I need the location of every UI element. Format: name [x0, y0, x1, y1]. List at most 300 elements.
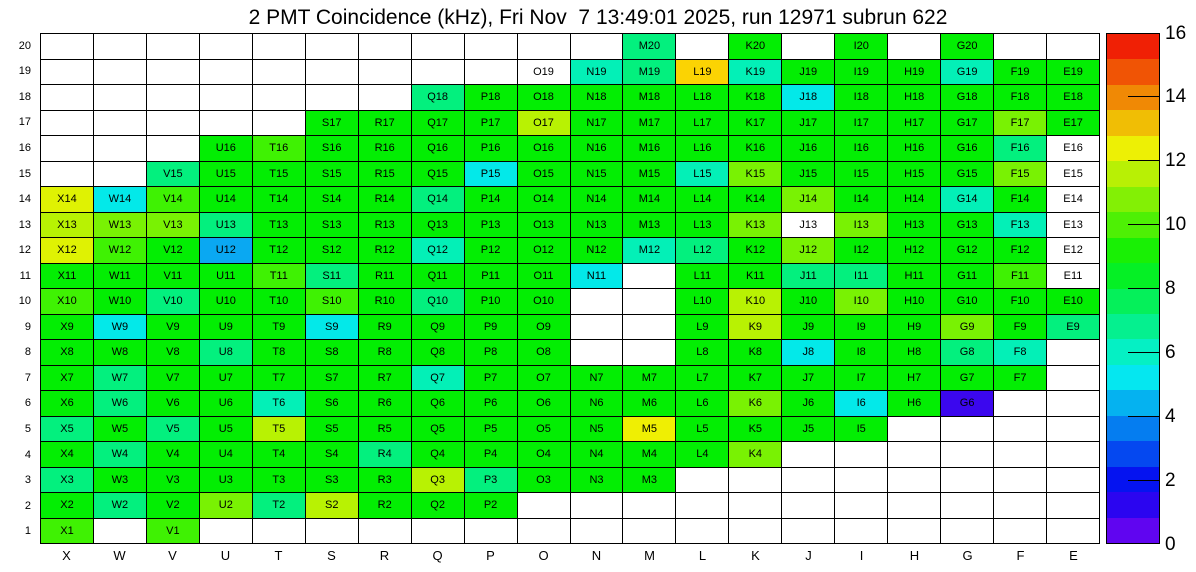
- grid-cell: [253, 519, 306, 545]
- grid-cell: [676, 417, 729, 443]
- grid-cell-label: M7: [641, 371, 658, 384]
- y-axis-tick-label: 14: [18, 193, 31, 206]
- grid-cell-label: K20: [745, 40, 766, 53]
- grid-cell-label: M18: [638, 91, 661, 104]
- grid-cell: [412, 34, 465, 60]
- grid-cell: [729, 264, 782, 290]
- grid-cell-label: K14: [745, 193, 766, 206]
- grid-cell-label: L17: [693, 116, 712, 129]
- grid-cell: [41, 213, 94, 239]
- y-axis-tick-label: 8: [24, 346, 31, 359]
- grid-cell: [94, 34, 147, 60]
- y-axis-tick-label: 6: [24, 397, 31, 410]
- grid-cell-label: O17: [533, 116, 554, 129]
- grid-cell: [888, 111, 941, 137]
- grid-cell: [518, 289, 571, 315]
- grid-cell-label: M15: [638, 167, 661, 180]
- grid-cell: [729, 315, 782, 341]
- colorbar-band: [1107, 441, 1159, 466]
- grid-cell-label: R2: [377, 499, 392, 512]
- grid-cell: [835, 519, 888, 545]
- grid-cell: [200, 519, 253, 545]
- grid-cell: [147, 519, 200, 545]
- y-axis-tick-label: 1: [24, 525, 31, 538]
- grid-cell: [41, 34, 94, 60]
- grid-cell: [306, 289, 359, 315]
- grid-cell: [676, 162, 729, 188]
- grid-cell: [253, 238, 306, 264]
- grid-cell: [94, 289, 147, 315]
- colorbar-band: [1107, 187, 1159, 212]
- grid-cell-label: G6: [959, 397, 975, 410]
- grid-cell: [41, 366, 94, 392]
- grid-cell-label: O19: [533, 65, 554, 78]
- grid-cell: [200, 34, 253, 60]
- grid-cell: [306, 493, 359, 519]
- grid-cell: [941, 34, 994, 60]
- grid-cell-label: K12: [745, 244, 766, 257]
- grid-cell: [306, 468, 359, 494]
- grid-cell: [412, 238, 465, 264]
- grid-cell: [994, 111, 1047, 137]
- grid-cell: [200, 238, 253, 264]
- grid-cell: [1047, 417, 1100, 443]
- grid-cell: [41, 519, 94, 545]
- grid-cell: [359, 187, 412, 213]
- grid-cell: [676, 340, 729, 366]
- grid-cell: [888, 238, 941, 264]
- grid-cell-label: F17: [1010, 116, 1030, 129]
- grid-cell: [147, 366, 200, 392]
- grid-cell: [94, 187, 147, 213]
- grid-cell-label: X1: [60, 524, 74, 537]
- grid-cell: [782, 391, 835, 417]
- grid-cell-label: T15: [269, 167, 289, 180]
- grid-cell: [994, 264, 1047, 290]
- grid-cell: [465, 238, 518, 264]
- grid-cell: [147, 85, 200, 111]
- grid-cell: [306, 85, 359, 111]
- grid-cell: [306, 34, 359, 60]
- grid-cell: [41, 391, 94, 417]
- grid-cell-label: Q10: [427, 295, 449, 308]
- grid-cell: [465, 60, 518, 86]
- grid-cell: [41, 468, 94, 494]
- grid-cell: [676, 60, 729, 86]
- grid-cell-label: T11: [269, 269, 288, 282]
- grid-cell-label: O10: [533, 295, 554, 308]
- grid-cell-label: U2: [218, 499, 233, 512]
- grid-cell: [253, 264, 306, 290]
- y-axis-tick-label: 18: [18, 90, 31, 103]
- grid-cell-label: W5: [111, 422, 129, 435]
- grid-cell: [465, 85, 518, 111]
- grid-cell-label: O8: [536, 346, 551, 359]
- grid-cell-label: H9: [907, 320, 922, 333]
- colorbar-tick-label: 12: [1165, 150, 1187, 172]
- grid-cell-label: W12: [108, 244, 132, 257]
- grid-cell-label: O14: [533, 193, 554, 206]
- grid-cell: [94, 238, 147, 264]
- grid-cell-label: K7: [748, 371, 763, 384]
- grid-cell-label: P17: [480, 116, 501, 129]
- y-axis-tick-label: 7: [24, 371, 31, 384]
- grid-cell-label: O16: [533, 142, 554, 155]
- grid-cell-label: I7: [856, 371, 866, 384]
- grid-cell: [941, 85, 994, 111]
- grid-cell-label: J16: [799, 142, 818, 155]
- colorbar-tick: [1128, 160, 1160, 161]
- grid-cell: [676, 289, 729, 315]
- grid-cell-label: T2: [272, 499, 286, 512]
- grid-cell: [941, 417, 994, 443]
- grid-cell-label: L18: [693, 91, 712, 104]
- grid-cell-label: H19: [904, 65, 925, 78]
- grid-cell: [782, 417, 835, 443]
- grid-cell: [518, 187, 571, 213]
- grid-cell: [888, 442, 941, 468]
- grid-cell: [571, 493, 624, 519]
- grid-cell-label: S2: [324, 499, 339, 512]
- colorbar-band: [1107, 59, 1159, 84]
- grid-cell: [465, 315, 518, 341]
- grid-cell-label: J6: [802, 397, 815, 410]
- colorbar-tick-label: 16: [1165, 22, 1187, 44]
- x-axis-tick-label: E: [1069, 548, 1078, 563]
- grid-cell: [888, 493, 941, 519]
- grid-cell: [200, 468, 253, 494]
- grid-cell-label: V15: [163, 167, 183, 180]
- grid-cell: [94, 442, 147, 468]
- grid-cell-label: J10: [799, 295, 818, 308]
- grid-cell: [412, 417, 465, 443]
- grid-cell-label: R14: [374, 193, 395, 206]
- grid-cell: [941, 264, 994, 290]
- grid-cell-label: E14: [1063, 193, 1083, 206]
- grid-cell: [571, 391, 624, 417]
- grid-cell: [253, 85, 306, 111]
- grid-cell: [94, 315, 147, 341]
- grid-cell: [571, 238, 624, 264]
- grid-cell-label: J14: [799, 193, 818, 206]
- grid-cell-label: S17: [321, 116, 342, 129]
- grid-cell: [941, 340, 994, 366]
- grid-cell: [253, 442, 306, 468]
- grid-cell: [941, 289, 994, 315]
- grid-cell: [835, 34, 888, 60]
- grid-cell-label: H13: [904, 218, 925, 231]
- grid-cell: [94, 340, 147, 366]
- grid-cell: [782, 340, 835, 366]
- grid-cell: [94, 111, 147, 137]
- grid-cell: [941, 187, 994, 213]
- grid-cell-label: N5: [589, 422, 604, 435]
- grid-cell: [571, 417, 624, 443]
- grid-cell-label: X11: [57, 269, 77, 282]
- grid-cell: [518, 391, 571, 417]
- grid-cell: [518, 519, 571, 545]
- grid-cell-label: U15: [215, 167, 236, 180]
- grid-cell: [465, 493, 518, 519]
- grid-cell: [571, 519, 624, 545]
- grid-cell-label: V10: [163, 295, 183, 308]
- x-axis-tick-label: N: [591, 548, 602, 563]
- grid-cell-label: U10: [215, 295, 236, 308]
- grid-cell-label: T6: [272, 397, 286, 410]
- grid-cell: [253, 417, 306, 443]
- grid-cell: [571, 442, 624, 468]
- colorbar-tick-label: 6: [1165, 341, 1176, 363]
- grid-cell-label: Q4: [430, 448, 445, 461]
- grid-cell: [200, 85, 253, 111]
- grid-cell: [200, 391, 253, 417]
- grid-cell: [465, 264, 518, 290]
- grid-cell: [782, 238, 835, 264]
- grid-cell: [359, 238, 412, 264]
- grid-cell: [888, 468, 941, 494]
- grid-cell-label: P14: [480, 193, 501, 206]
- grid-cell-label: V6: [166, 397, 180, 410]
- grid-cell-label: U16: [215, 142, 236, 155]
- grid-cell-label: J8: [802, 346, 815, 359]
- grid-cell-label: F8: [1013, 346, 1027, 359]
- grid-cell: [623, 111, 676, 137]
- colorbar-tick-label: 10: [1165, 214, 1187, 236]
- grid-cell: [147, 187, 200, 213]
- grid-cell-label: M14: [638, 193, 661, 206]
- grid-cell: [1047, 366, 1100, 392]
- grid-cell: [729, 493, 782, 519]
- grid-cell: [465, 391, 518, 417]
- grid-cell: [518, 340, 571, 366]
- grid-cell-label: N15: [586, 167, 607, 180]
- grid-cell: [835, 289, 888, 315]
- y-axis-tick-label: 3: [24, 474, 31, 487]
- grid-cell-label: P10: [480, 295, 501, 308]
- grid-cell-label: R10: [374, 295, 395, 308]
- grid-cell-label: Q7: [430, 371, 445, 384]
- grid-cell-label: T14: [269, 193, 289, 206]
- grid-cell: [412, 85, 465, 111]
- grid-cell: [835, 162, 888, 188]
- grid-cell: [994, 136, 1047, 162]
- grid-cell: [994, 519, 1047, 545]
- grid-cell-label: U12: [215, 244, 236, 257]
- grid-cell-label: I8: [856, 346, 866, 359]
- grid-cell-label: V4: [166, 448, 180, 461]
- grid-cell-label: O12: [533, 244, 554, 257]
- grid-cell-label: O5: [536, 422, 551, 435]
- grid-cell: [518, 60, 571, 86]
- grid-cell: [147, 213, 200, 239]
- grid-cell: [994, 442, 1047, 468]
- grid-cell: [412, 391, 465, 417]
- grid-cell: [571, 187, 624, 213]
- x-axis-tick-label: L: [698, 548, 707, 563]
- grid-cell-label: F7: [1013, 371, 1027, 384]
- grid-cell-label: I14: [853, 193, 869, 206]
- grid-cell: [518, 442, 571, 468]
- grid-cell-label: M6: [641, 397, 658, 410]
- grid-cell-label: I5: [856, 422, 866, 435]
- grid-cell: [306, 187, 359, 213]
- grid-cell: [623, 213, 676, 239]
- y-axis-tick-label: 2: [24, 499, 31, 512]
- grid-cell-label: F13: [1010, 218, 1030, 231]
- grid-cell: [941, 391, 994, 417]
- grid-cell: [888, 366, 941, 392]
- grid-cell-label: I10: [853, 295, 869, 308]
- grid-cell-label: T3: [272, 473, 286, 486]
- colorbar-tick-label: 8: [1165, 278, 1176, 299]
- colorbar-tick: [1128, 480, 1160, 481]
- grid-cell: [782, 493, 835, 519]
- grid-cell: [412, 136, 465, 162]
- grid-cell-label: V14: [163, 193, 183, 206]
- grid-cell: [623, 187, 676, 213]
- grid-cell: [888, 162, 941, 188]
- grid-cell-label: W8: [111, 346, 129, 359]
- grid-cell: [200, 289, 253, 315]
- grid-cell-label: L5: [696, 422, 709, 435]
- grid-cell: [147, 162, 200, 188]
- grid-cell: [994, 162, 1047, 188]
- grid-cell-label: W11: [109, 269, 131, 282]
- grid-cell-label: G20: [956, 40, 978, 53]
- grid-cell: [253, 391, 306, 417]
- grid-cell: [571, 340, 624, 366]
- grid-cell: [41, 85, 94, 111]
- grid-cell: [782, 264, 835, 290]
- grid-cell-label: H8: [907, 346, 922, 359]
- grid-cell-label: L6: [696, 397, 709, 410]
- x-axis-tick-label: H: [909, 548, 920, 563]
- x-axis-tick-label: X: [62, 548, 71, 563]
- grid-cell-label: H6: [907, 397, 922, 410]
- grid-cell-label: W7: [111, 371, 129, 384]
- grid-cell: [782, 85, 835, 111]
- y-axis-tick-label: 17: [18, 116, 31, 129]
- grid-cell: [623, 366, 676, 392]
- grid-cell: [835, 85, 888, 111]
- grid-cell: [41, 442, 94, 468]
- grid-cell-label: W6: [111, 397, 129, 410]
- grid-cell-label: Q9: [430, 320, 445, 333]
- grid-cell-label: X8: [60, 346, 74, 359]
- grid-cell-label: I15: [853, 167, 869, 180]
- colorbar-tick: [1128, 288, 1160, 289]
- y-axis-tick-label: 11: [19, 269, 31, 282]
- grid-cell: [623, 162, 676, 188]
- grid-cell: [782, 213, 835, 239]
- colorbar-tick: [1128, 352, 1160, 353]
- grid-cell: [200, 442, 253, 468]
- grid-cell: [359, 289, 412, 315]
- grid-cell: [412, 187, 465, 213]
- grid-cell: [94, 136, 147, 162]
- grid-cell-label: J7: [802, 371, 815, 384]
- grid-cell-label: L14: [693, 193, 712, 206]
- grid-cell: [729, 366, 782, 392]
- grid-cell: [782, 60, 835, 86]
- x-axis-tick-label: G: [962, 548, 973, 563]
- grid-cell: [359, 340, 412, 366]
- grid-cell: [518, 264, 571, 290]
- grid-cell: [200, 366, 253, 392]
- grid-cell-label: Q17: [427, 116, 449, 129]
- grid-cell-label: N4: [589, 448, 604, 461]
- grid-cell: [147, 340, 200, 366]
- x-axis-tick-label: W: [113, 548, 126, 563]
- grid-cell-label: K15: [745, 167, 766, 180]
- grid-cell: [518, 417, 571, 443]
- grid-cell-label: L8: [696, 346, 709, 359]
- grid-cell: [888, 417, 941, 443]
- grid-cell: [518, 136, 571, 162]
- grid-cell-label: R11: [374, 269, 395, 282]
- grid-cell-label: T9: [272, 320, 286, 333]
- grid-cell: [941, 468, 994, 494]
- grid-cell: [623, 417, 676, 443]
- grid-cell: [253, 136, 306, 162]
- grid-cell: [306, 213, 359, 239]
- grid-cell: [359, 60, 412, 86]
- grid-cell-label: L13: [693, 218, 712, 231]
- x-axis-tick-label: M: [644, 548, 655, 563]
- grid-cell: [1047, 340, 1100, 366]
- grid-cell: [729, 289, 782, 315]
- grid-cell-label: V11: [163, 269, 183, 282]
- grid-cell: [359, 34, 412, 60]
- grid-cell: [359, 162, 412, 188]
- grid-cell-label: X14: [57, 193, 77, 206]
- grid-cell-label: U7: [218, 371, 233, 384]
- colorbar-tick-label: 4: [1165, 405, 1176, 427]
- grid-cell: [941, 442, 994, 468]
- grid-cell: [994, 187, 1047, 213]
- grid-cell: [1047, 213, 1100, 239]
- grid-cell: [888, 136, 941, 162]
- grid-cell-label: S10: [321, 295, 342, 308]
- grid-cell-label: U14: [215, 193, 236, 206]
- grid-cell-label: P9: [483, 320, 498, 333]
- grid-cell: [147, 315, 200, 341]
- x-axis-tick-label: P: [486, 548, 495, 563]
- grid-cell-label: T7: [272, 371, 286, 384]
- grid-cell-label: U11: [216, 269, 236, 282]
- grid-cell: [412, 111, 465, 137]
- grid-cell: [1047, 60, 1100, 86]
- grid-cell: [1047, 111, 1100, 137]
- y-axis-tick-label: 13: [18, 218, 31, 231]
- grid-cell: [782, 187, 835, 213]
- grid-cell-label: X12: [57, 244, 77, 257]
- grid-cell-label: K19: [745, 65, 766, 78]
- grid-cell: [306, 238, 359, 264]
- grid-cell: [623, 289, 676, 315]
- grid-cell: [306, 264, 359, 290]
- grid-cell: [306, 417, 359, 443]
- grid-cell: [888, 187, 941, 213]
- grid-cell: [41, 60, 94, 86]
- grid-cell: [994, 315, 1047, 341]
- grid-cell: [465, 442, 518, 468]
- grid-cell: [253, 468, 306, 494]
- grid-cell: [888, 34, 941, 60]
- grid-cell-label: Q5: [430, 422, 445, 435]
- grid-cell: [623, 519, 676, 545]
- grid-cell-label: H10: [904, 295, 925, 308]
